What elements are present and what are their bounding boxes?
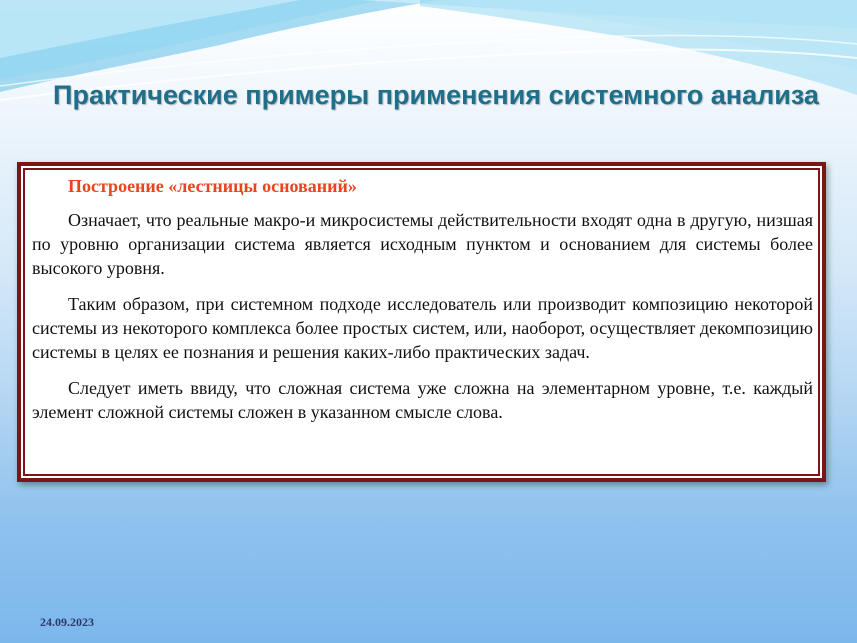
content-text [32,174,813,436]
paragraph-1: Означает, что реальные макро-и микросистемы действительности входят одна в другую, низшая по уровню организации система является исходным пунктом и основанием для системы более высокого уровня. [32,210,813,278]
slide-title: Практические примеры применения системного анализа [53,80,819,110]
footer-date: 24.09.2023 [40,615,94,629]
paragraph-2: Таким образом, при системном подходе исследователь или производит композицию некоторой системы из некоторого комплекса более простых систем, или, наоборот, осуществляет декомпозицию системы в целях ее познания и решения каких-либо практических задач. [32,294,813,362]
paragraph-3: Следует иметь ввиду, что сложная система уже сложна на элементарном уровне, т.е. каждый элемент сложной системы сложен в указанном смысле слова. [32,378,813,422]
content-frame [17,162,826,482]
section-heading: Построение «лестницы оснований» [68,176,357,196]
